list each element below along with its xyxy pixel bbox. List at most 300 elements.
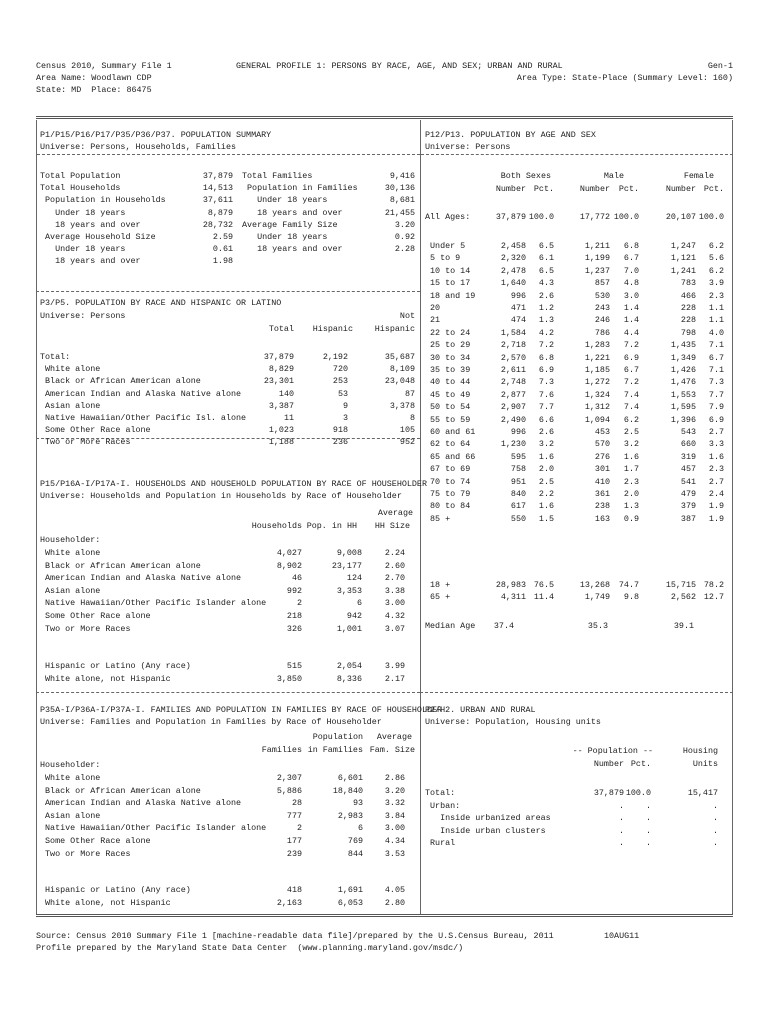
cell-value: 15,715 [665, 580, 696, 590]
cell-value: 5.6 [708, 253, 724, 264]
cell-value: 3.07 [384, 623, 405, 634]
cell-value: 2,983 [337, 810, 363, 821]
cell-value: 74.7 [618, 580, 639, 590]
cell-value: 246 [594, 315, 610, 326]
cell-value: 7.9 [708, 402, 724, 413]
row-label: 55 to 59 [425, 414, 471, 425]
cell-value: 6.2 [708, 241, 724, 251]
cell-value: 1,324 [584, 389, 610, 400]
section-universe: Universe: Persons, Households, Families [40, 142, 237, 152]
cell-value: 1.4 [623, 315, 639, 326]
cell-value: 1.3 [623, 501, 639, 512]
cell-value: 1,595 [670, 402, 696, 413]
cell-value: 1.6 [538, 501, 554, 512]
column-header: Total [268, 324, 294, 334]
cell-value: . [645, 800, 651, 811]
cell-value: 1.7 [623, 464, 639, 475]
cell-value: 276 [594, 451, 610, 462]
cell-value: . [618, 813, 624, 824]
cell-value: 3.99 [384, 661, 405, 671]
cell-value: 17,772 [579, 212, 610, 222]
cell-value: 100.0 [625, 788, 651, 798]
report-code: Gen-1 [707, 61, 733, 71]
cell-value: 2.0 [623, 489, 639, 499]
cell-value: . [618, 800, 624, 811]
cell-value: 3.53 [384, 848, 405, 859]
left-border [36, 120, 37, 914]
cell-value: 6.2 [708, 265, 724, 276]
row-label: American Indian and Alaska Native alone [40, 388, 242, 399]
row-label: Total: [40, 352, 71, 362]
row-label: 18 years and over [40, 256, 141, 267]
bottom-double-rule [36, 914, 733, 917]
cell-value: 6.2 [623, 414, 639, 425]
cell-value: 2.60 [384, 560, 405, 571]
header-state-place: State: MD Place: 86475 [36, 85, 152, 95]
cell-value: 1.9 [708, 513, 724, 524]
cell-value: 6,053 [337, 897, 363, 908]
cell-value: 228 [680, 315, 696, 326]
cell-value: 23,301 [263, 376, 294, 387]
cell-value: 3.00 [384, 598, 405, 609]
cell-value: 1,691 [337, 885, 363, 895]
header-census-line: Census 2010, Summary File 1 [36, 61, 172, 71]
cell-value: 1.4 [623, 303, 639, 313]
cell-value: 8,829 [268, 364, 294, 375]
section-universe: Universe: Families and Population in Families by Race of Householder [40, 717, 382, 727]
cell-value: 3.00 [384, 823, 405, 834]
row-label: 25 to 29 [425, 340, 471, 351]
cell-value: 8,336 [336, 673, 362, 684]
cell-value: 6.9 [623, 352, 639, 363]
row-label: 70 to 74 [425, 476, 471, 487]
cell-value: 515 [286, 661, 302, 671]
cell-value: 758 [510, 464, 526, 475]
cell-value: 9 [342, 400, 348, 411]
cell-value: 2 [296, 598, 302, 609]
cell-value: 4.3 [538, 278, 554, 289]
cell-value: 2,718 [500, 340, 526, 351]
cell-value: 21,455 [384, 207, 415, 218]
cell-value: 387 [680, 513, 696, 524]
cell-value: 2,307 [276, 773, 302, 783]
cell-value: 595 [510, 451, 526, 462]
cell-value: 1,749 [584, 592, 610, 603]
cell-value: 7.1 [708, 340, 724, 351]
cell-value: 2.4 [708, 489, 724, 499]
cell-value: 918 [332, 425, 348, 436]
row-label: All Ages: [425, 212, 471, 222]
column-header: Housing [682, 746, 718, 756]
cell-value: 124 [346, 573, 362, 584]
cell-value: 18,840 [332, 785, 363, 796]
cell-value: 243 [594, 303, 610, 313]
cell-value: 35,687 [384, 352, 415, 362]
cell-value: . [645, 825, 651, 836]
cell-value: 1,476 [670, 377, 696, 388]
row-label: 10 to 14 [425, 265, 471, 276]
column-header: in Families [307, 745, 363, 755]
cell-value: 4.4 [623, 327, 639, 338]
row-label: Under 18 years [40, 207, 126, 218]
cell-value: 9,008 [336, 548, 362, 558]
cell-value: 0.9 [623, 513, 639, 524]
cell-value: 840 [510, 489, 526, 499]
cell-value: 418 [286, 885, 302, 895]
cell-value: 3.38 [384, 585, 405, 596]
row-label: Urban: [425, 800, 461, 811]
cell-value: 9,416 [389, 171, 415, 181]
row-label: Population in Households [40, 195, 166, 206]
cell-value: 7.2 [538, 340, 554, 351]
cell-value: 7.0 [623, 265, 639, 276]
row-label: Total: [425, 788, 456, 798]
row-label: White alone [40, 364, 101, 375]
cell-value: 857 [594, 278, 610, 289]
cell-value: 2.86 [384, 773, 405, 783]
cell-value: . [712, 800, 718, 811]
cell-value: 4,027 [276, 548, 302, 558]
row-label: Under 18 years [40, 244, 126, 255]
cell-value: 361 [594, 489, 610, 499]
cell-value: 1.5 [538, 513, 554, 524]
row-label: 18 and 19 [425, 290, 476, 301]
cell-value: 3.2 [538, 439, 554, 450]
cell-value: 996 [510, 427, 526, 437]
cell-value: 3.20 [394, 219, 415, 230]
cell-value: 1,435 [670, 340, 696, 351]
cell-value: 1,272 [584, 377, 610, 388]
row-label: 5 to 9 [425, 253, 461, 264]
cell-value: 1.6 [538, 451, 554, 462]
column-header: Units [692, 759, 718, 769]
cell-value: 1.9 [708, 501, 724, 512]
cell-value: 0.61 [212, 244, 233, 255]
cell-value: 543 [680, 427, 696, 437]
cell-value: 2.6 [538, 290, 554, 301]
cell-value: . [618, 838, 624, 849]
row-label: American Indian and Alaska Native alone [40, 573, 242, 584]
householder-label: Householder: [40, 535, 101, 545]
section-title: P12/P13. POPULATION BY AGE AND SEX [425, 130, 596, 140]
cell-value: 13,268 [579, 580, 610, 590]
row-label: 50 to 54 [425, 402, 471, 413]
cell-value: 7.3 [538, 377, 554, 388]
row-label: 18 years and over [242, 244, 343, 255]
row-label: White alone, not Hispanic [40, 897, 171, 908]
cell-value: 466 [680, 290, 696, 301]
row-label: 21 [425, 315, 441, 326]
column-header: Fam. Size [369, 745, 415, 755]
cell-value: 239 [286, 848, 302, 859]
column-header: Average [376, 732, 412, 742]
row-label: 65 and 66 [425, 451, 476, 462]
cell-value: 3.0 [623, 290, 639, 301]
cell-value: 100.0 [698, 212, 724, 222]
cell-value: 238 [594, 501, 610, 512]
cell-value: 4.2 [538, 327, 554, 338]
cell-value: 1,640 [500, 278, 526, 289]
cell-value: 319 [680, 451, 696, 462]
cell-value: 20,107 [665, 212, 696, 222]
area-type: Area Type: State-Place (Summary Level: 160) [516, 73, 733, 83]
cell-value: 2.5 [623, 427, 639, 437]
cell-value: 8,681 [389, 195, 415, 206]
column-header: Pct. [618, 184, 639, 194]
cell-value: 2.7 [708, 476, 724, 487]
row-label: Asian alone [40, 400, 101, 411]
cell-value: 2.2 [538, 489, 554, 499]
cell-value: 996 [510, 290, 526, 301]
cell-value: 46 [291, 573, 302, 584]
cell-value: 479 [680, 489, 696, 499]
median-age-value: 37.4 [493, 621, 514, 631]
row-label: Asian alone [40, 585, 101, 596]
cell-value: 218 [286, 611, 302, 621]
cell-value: 4,311 [500, 592, 526, 603]
cell-value: 720 [332, 364, 348, 375]
row-label: Under 18 years [242, 232, 328, 242]
column-header: Pct. [533, 184, 554, 194]
cell-value: 7.7 [708, 389, 724, 400]
cell-value: 8,902 [276, 560, 302, 571]
section-universe: Universe: Persons [425, 142, 511, 152]
cell-value: 2,570 [500, 352, 526, 363]
cell-value: 15,417 [687, 788, 718, 798]
section-title: P35A-I/P36A-I/P37A-I. FAMILIES AND POPULATION IN FAMILIES BY RACE OF HOUSEHOLDER [40, 705, 443, 715]
cell-value: 1,230 [500, 439, 526, 450]
cell-value: 4.34 [384, 836, 405, 846]
cell-value: 844 [347, 848, 363, 859]
cell-value: 93 [352, 798, 363, 809]
row-label: Total Households [40, 183, 121, 194]
cell-value: 7.4 [623, 389, 639, 400]
median-age-value: 39.1 [673, 621, 694, 631]
cell-value: 6.8 [623, 241, 639, 251]
cell-value: 53 [337, 388, 348, 399]
cell-value: 379 [680, 501, 696, 512]
row-label: Some Other Race alone [40, 425, 151, 436]
section-divider [420, 692, 733, 693]
cell-value: 617 [510, 501, 526, 512]
cell-value: 105 [399, 425, 415, 436]
row-label: Population in Families [242, 183, 358, 194]
cell-value: 1,312 [584, 402, 610, 413]
row-label: Black or African American alone [40, 785, 201, 796]
cell-value: 2.7 [708, 427, 724, 437]
row-label: Black or African American alone [40, 376, 201, 387]
cell-value: 301 [594, 464, 610, 475]
row-label: 75 to 79 [425, 489, 471, 499]
cell-value: 530 [594, 290, 610, 301]
cell-value: 474 [510, 315, 526, 326]
row-label: Some Other Race alone [40, 836, 151, 846]
cell-value: 951 [510, 476, 526, 487]
cell-value: 783 [680, 278, 696, 289]
column-header: Population [312, 732, 363, 742]
row-label: American Indian and Alaska Native alone [40, 798, 242, 809]
cell-value: 6.9 [538, 365, 554, 375]
row-label: White alone, not Hispanic [40, 673, 171, 684]
cell-value: 2.5 [538, 476, 554, 487]
cell-value: 2,163 [276, 897, 302, 908]
cell-value: 1,023 [268, 425, 294, 436]
cell-value: 12.7 [703, 592, 724, 603]
cell-value: 3,378 [389, 400, 415, 411]
section-title: P15/P16A-I/P17A-I. HOUSEHOLDS AND HOUSEHOLD POPULATION BY RACE OF HOUSEHOLDER [40, 479, 427, 489]
cell-value: 1,211 [584, 241, 610, 251]
row-label: Total Population [40, 171, 121, 181]
cell-value: 76.5 [533, 580, 554, 590]
cell-value: 952 [399, 437, 415, 448]
cell-value: 2.3 [623, 476, 639, 487]
cell-value: 1,185 [584, 365, 610, 375]
row-label: 22 to 24 [425, 327, 471, 338]
cell-value: 660 [680, 439, 696, 450]
cell-value: 2,458 [500, 241, 526, 251]
row-label: 35 to 39 [425, 365, 471, 375]
cell-value: 2.0 [538, 464, 554, 475]
cell-value: 3.9 [708, 278, 724, 289]
column-header-not: Not [399, 311, 415, 321]
column-header: Hispanic [374, 324, 415, 334]
row-label: Hispanic or Latino (Any race) [40, 661, 191, 671]
row-label: 40 to 44 [425, 377, 471, 388]
cell-value: 6.7 [708, 352, 724, 363]
cell-value: 1,221 [584, 352, 610, 363]
cell-value: 3.32 [384, 798, 405, 809]
row-label: Some Other Race alone [40, 611, 151, 621]
row-label: 20 [425, 303, 441, 313]
column-divider [420, 120, 421, 914]
cell-value: 37,879 [495, 212, 526, 222]
cell-value: 11.4 [533, 592, 554, 603]
cell-value: 1.98 [212, 256, 233, 267]
cell-value: 1,283 [584, 340, 610, 351]
row-label: Two or More Races [40, 437, 131, 448]
cell-value: 78.2 [703, 580, 724, 590]
cell-value: 1,584 [500, 327, 526, 338]
cell-value: 177 [286, 836, 302, 846]
row-label: Under 18 years [242, 195, 328, 206]
row-label: Black or African American alone [40, 560, 201, 571]
cell-value: 2,192 [322, 352, 348, 362]
top-double-rule [36, 116, 733, 119]
column-header: Number [495, 184, 526, 194]
cell-value: 30,136 [384, 183, 415, 194]
cell-value: 2 [296, 823, 302, 834]
cell-value: 8,109 [389, 364, 415, 375]
cell-value: 37,879 [263, 352, 294, 362]
cell-value: 3.2 [623, 439, 639, 450]
cell-value: 3 [342, 413, 348, 423]
right-border [732, 120, 733, 914]
cell-value: . [645, 838, 651, 849]
cell-value: 2,611 [500, 365, 526, 375]
footer-date: 10AUG11 [604, 931, 640, 941]
section-universe: Universe: Persons [40, 311, 126, 321]
cell-value: 0.92 [394, 232, 415, 242]
cell-value: 2.28 [394, 244, 415, 255]
cell-value: 3,850 [276, 673, 302, 684]
section-title: P1/P15/P16/P17/P35/P36/P37. POPULATION SUMMARY [40, 130, 272, 140]
cell-value: 236 [332, 437, 348, 448]
cell-value: 1,094 [584, 414, 610, 425]
cell-value: 410 [594, 476, 610, 487]
cell-value: 326 [286, 623, 302, 634]
footer-prepared-by: Profile prepared by the Maryland State Data Center (www.planning.maryland.gov/msdc/) [36, 943, 464, 953]
cell-value: 7.4 [623, 402, 639, 413]
cell-value: 6 [357, 823, 363, 834]
cell-value: 453 [594, 427, 610, 437]
cell-value: 37,611 [202, 195, 233, 206]
cell-value: 1.6 [708, 451, 724, 462]
cell-value: 2,562 [670, 592, 696, 603]
column-header: Number [665, 184, 696, 194]
column-group-header: Male [603, 171, 624, 181]
column-header: Households [251, 521, 302, 531]
column-header: Pct. [703, 184, 724, 194]
cell-value: 2,907 [500, 402, 526, 413]
cell-value: 2,748 [500, 377, 526, 388]
row-label: 15 to 17 [425, 278, 471, 289]
cell-value: 4.32 [384, 611, 405, 621]
cell-value: 2,490 [500, 414, 526, 425]
cell-value: 1,121 [670, 253, 696, 264]
column-header-average: Average [377, 508, 413, 518]
cell-value: 2.3 [708, 464, 724, 475]
cell-value: 23,177 [331, 560, 362, 571]
row-label: Hispanic or Latino (Any race) [40, 885, 191, 895]
cell-value: 1,199 [584, 253, 610, 264]
row-label: 18 years and over [40, 219, 141, 230]
cell-value: 1,426 [670, 365, 696, 375]
cell-value: 28,983 [495, 580, 526, 590]
cell-value: 1,396 [670, 414, 696, 425]
row-label: Under 5 [425, 241, 466, 251]
cell-value: 100.0 [613, 212, 639, 222]
header-area-name: Area Name: Woodlawn CDP [36, 73, 152, 83]
cell-value: 2.6 [538, 427, 554, 437]
cell-value: 3.20 [384, 785, 405, 796]
cell-value: 6.6 [538, 414, 554, 425]
column-group-header: -- Population -- [572, 746, 653, 756]
section-header-rule [37, 154, 420, 155]
cell-value: 2.59 [212, 232, 233, 242]
cell-value: 3,387 [268, 400, 294, 411]
row-label: 65 + [425, 592, 451, 603]
cell-value: 3.84 [384, 810, 405, 821]
cell-value: 6.8 [538, 352, 554, 363]
cell-value: 2,054 [336, 661, 362, 671]
cell-value: 4.8 [623, 278, 639, 289]
cell-value: 8 [409, 413, 415, 423]
cell-value: 1,188 [268, 437, 294, 448]
row-label: 62 to 64 [425, 439, 471, 450]
row-label: White alone [40, 773, 101, 783]
cell-value: 3,353 [336, 585, 362, 596]
cell-value: 2.17 [384, 673, 405, 684]
cell-value: 1.1 [708, 303, 724, 313]
cell-value: 100.0 [528, 212, 554, 222]
cell-value: 28 [291, 798, 302, 809]
cell-value: 6.5 [538, 265, 554, 276]
column-header: HH Size [374, 521, 410, 531]
cell-value: 8,879 [207, 207, 233, 218]
cell-value: 798 [680, 327, 696, 338]
cell-value: . [712, 825, 718, 836]
median-age-value: 35.3 [587, 621, 608, 631]
